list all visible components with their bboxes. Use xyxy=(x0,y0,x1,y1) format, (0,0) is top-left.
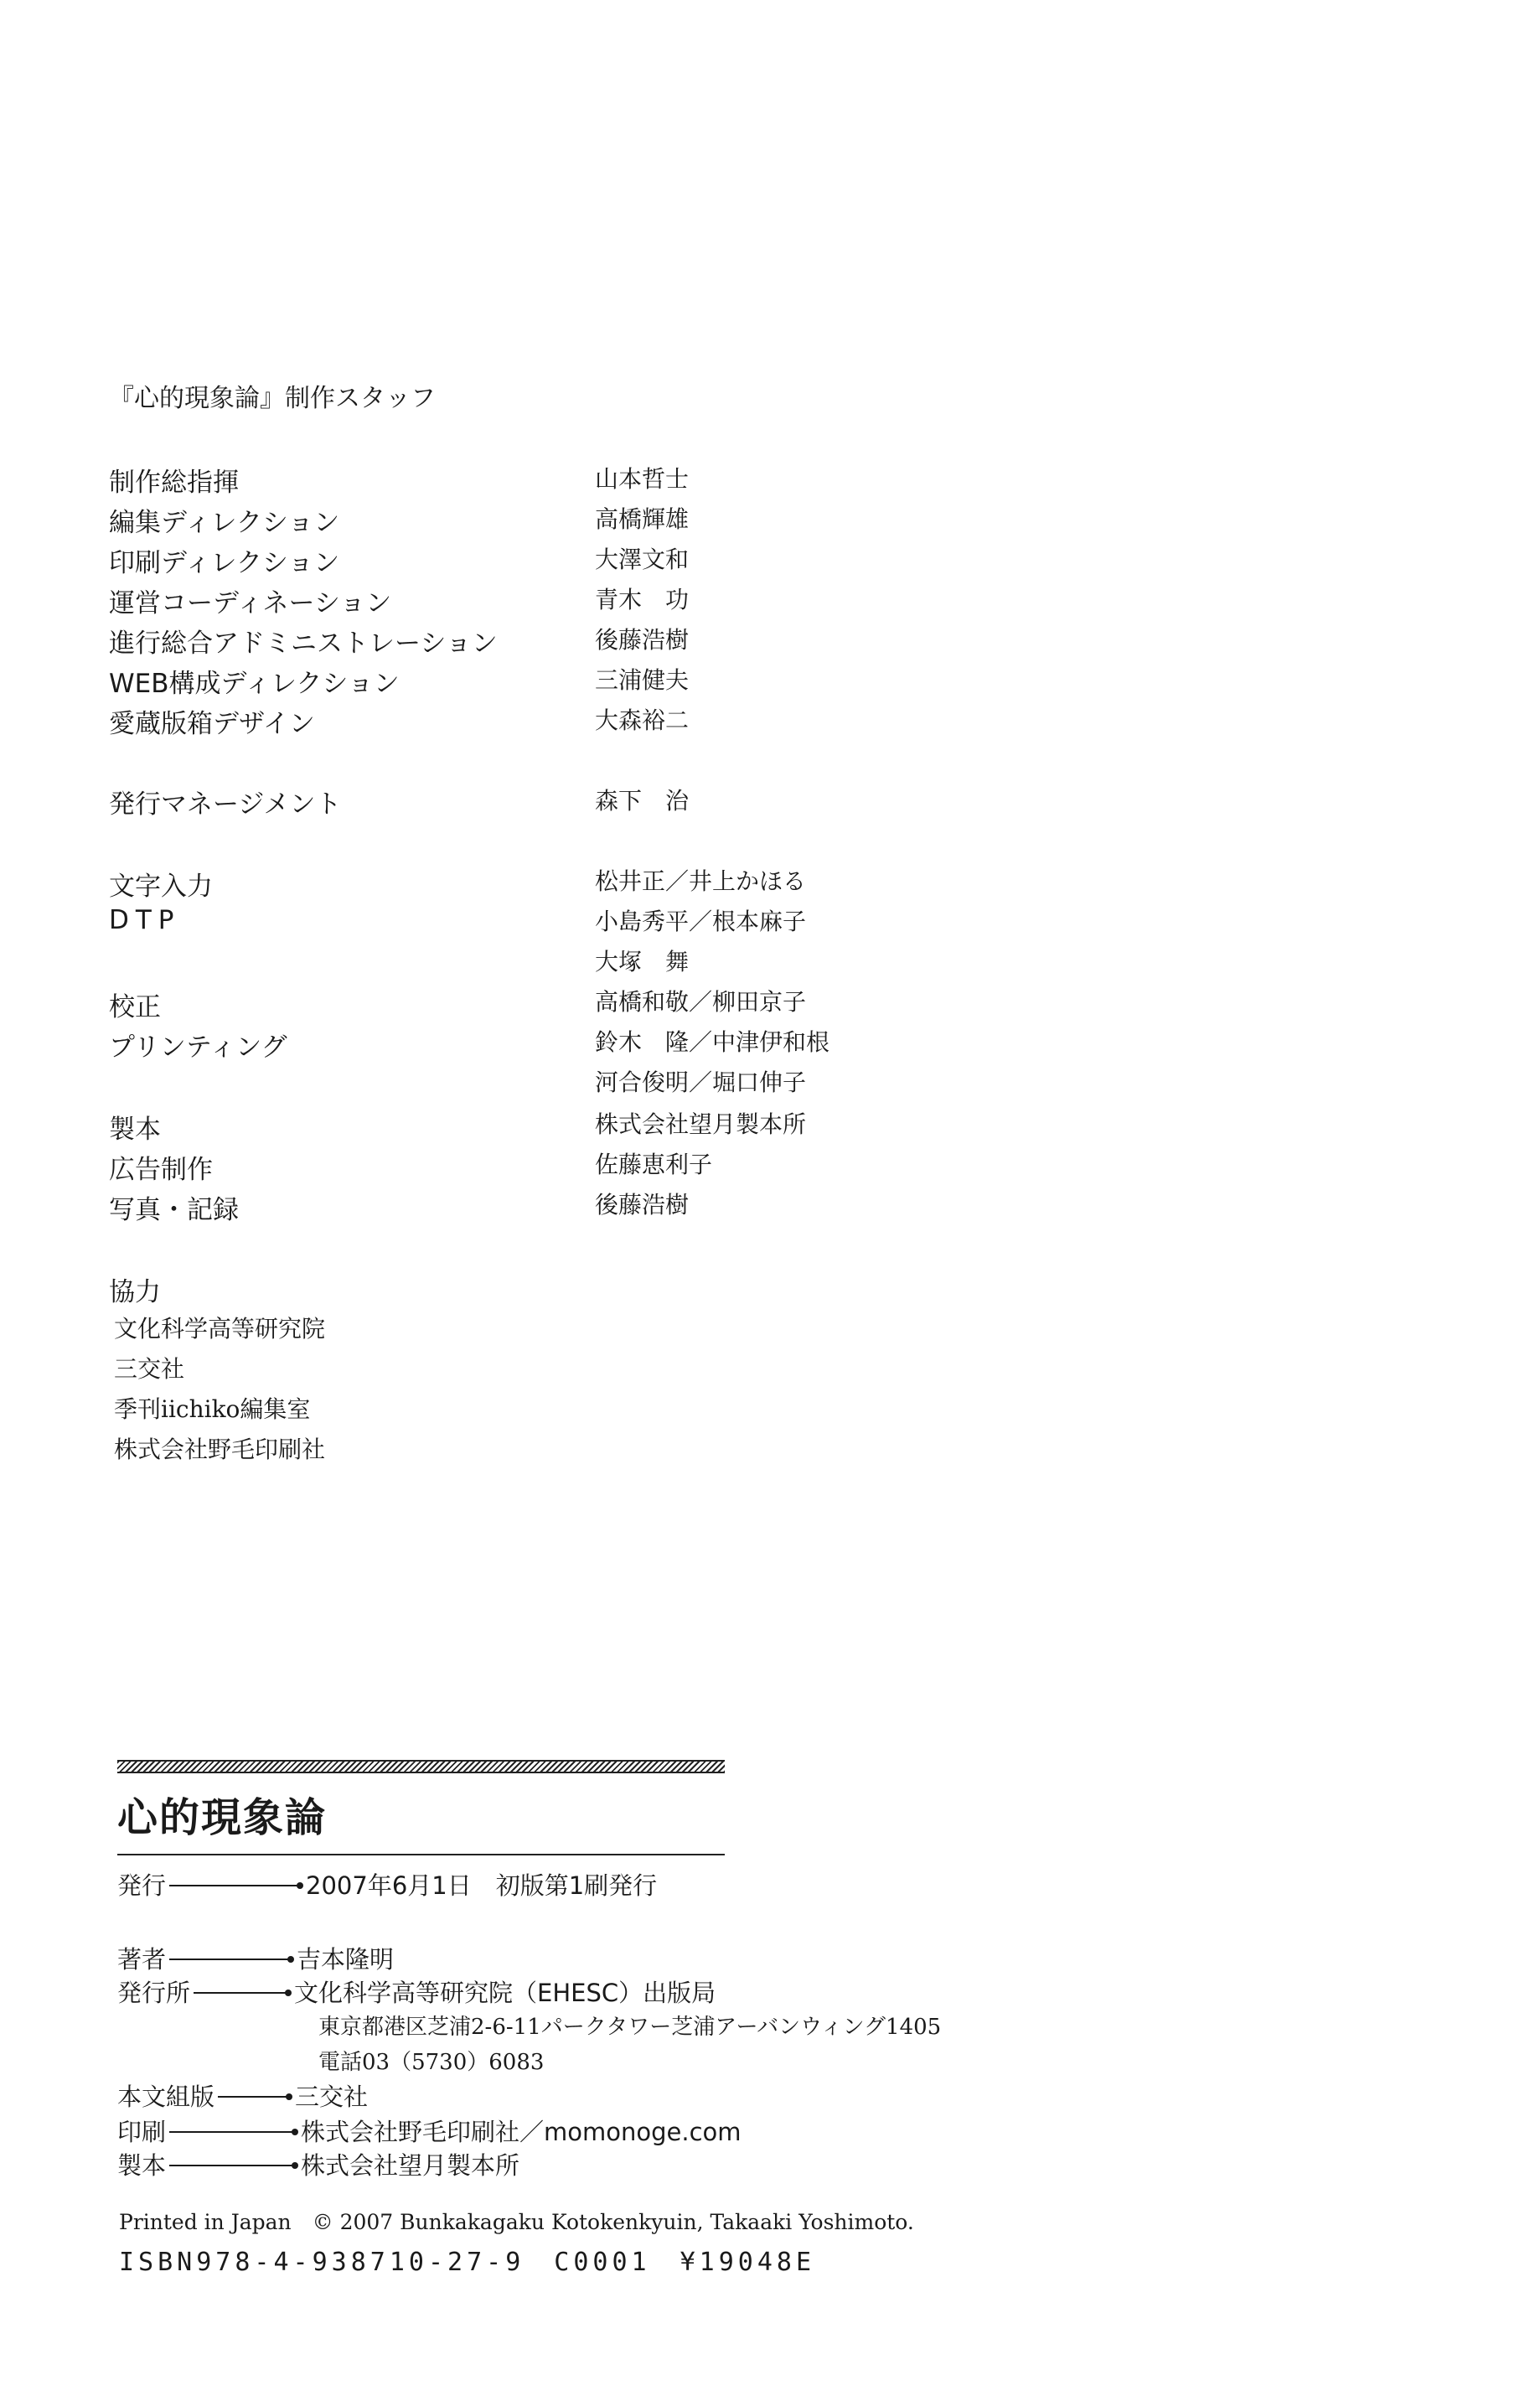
leader-dash xyxy=(194,1992,286,1994)
staff-name: 株式会社望月製本所 xyxy=(595,1110,807,1138)
printing-value: 株式会社野毛印刷社／momonoge.com xyxy=(301,2118,742,2146)
staff-heading: 『心的現象論』制作スタッフ xyxy=(109,384,436,413)
leader-dash xyxy=(169,1885,297,1886)
staff-name: 三浦健夫 xyxy=(595,666,690,694)
staff-role: 校正 xyxy=(109,992,161,1022)
binding-value: 株式会社望月製本所 xyxy=(301,2151,520,2180)
staff-role: 愛蔵版箱デザイン xyxy=(109,709,315,739)
cooperation-item: 株式会社野毛印刷社 xyxy=(114,1436,326,1463)
cooperation-item: 文化科学高等研究院 xyxy=(114,1315,326,1343)
author-row xyxy=(117,1941,394,1975)
book-title: 心的現象論 xyxy=(117,1794,328,1841)
staff-name: 森下 治 xyxy=(595,787,690,815)
leader-dash xyxy=(218,2096,287,2098)
staff-name: 小島秀平／根本麻子 xyxy=(595,908,807,935)
publication-label: 発行 xyxy=(117,1871,167,1900)
staff-name: 大塚 舞 xyxy=(595,948,690,975)
staff-name: 青木 功 xyxy=(595,586,690,613)
typesetting-label: 本文組版 xyxy=(117,2083,215,2111)
leader-dash xyxy=(169,2131,292,2133)
staff-name: 河合俊明／堀口伸子 xyxy=(595,1069,807,1096)
staff-name: 佐藤恵利子 xyxy=(595,1151,713,1178)
staff-name: 松井正／井上かほる xyxy=(595,867,807,895)
staff-role: 印刷ディレクション xyxy=(109,548,340,578)
leader-dash xyxy=(169,2165,292,2166)
publisher-value: 文化科学高等研究院（EHESC）出版局 xyxy=(294,1979,716,2007)
staff-role: DTP xyxy=(109,905,181,935)
publisher-row xyxy=(117,1974,716,2009)
typesetting-value: 三交社 xyxy=(295,2083,369,2111)
binding-label: 製本 xyxy=(117,2151,167,2180)
staff-role: 進行総合アドミニストレーション xyxy=(109,629,498,659)
staff-name: 後藤浩樹 xyxy=(595,1191,690,1219)
printed-in-copyright: Printed in Japan © 2007 Bunkakagaku Kotokenkyuin, Takaaki Yoshimoto. xyxy=(119,2210,914,2234)
leader-dash xyxy=(169,1959,288,1960)
hatched-rule xyxy=(117,1760,725,1773)
staff-role: 運営コーディネーション xyxy=(109,588,392,618)
staff-name: 高橋輝雄 xyxy=(595,505,690,533)
cooperation-title: 協力 xyxy=(109,1277,161,1307)
staff-role: 発行マネージメント xyxy=(109,789,342,820)
printing-label: 印刷 xyxy=(117,2118,167,2146)
staff-role: 文字入力 xyxy=(109,872,213,902)
title-underline xyxy=(117,1854,725,1855)
staff-name: 高橋和敬／柳田京子 xyxy=(595,988,807,1016)
cooperation-item: 季刊iichiko編集室 xyxy=(114,1395,311,1423)
staff-name: 大森裕二 xyxy=(595,706,690,734)
typesetting-row xyxy=(117,2078,368,2113)
staff-role: プリンティング xyxy=(109,1032,287,1063)
publication-row xyxy=(117,1867,657,1902)
staff-name: 山本哲士 xyxy=(595,465,690,493)
staff-role: 制作総指揮 xyxy=(109,468,239,498)
publisher-phone: 電話03（5730）6083 xyxy=(318,2050,545,2075)
staff-name: 後藤浩樹 xyxy=(595,626,690,654)
staff-role: WEB構成ディレクション xyxy=(109,669,400,699)
staff-role: 広告制作 xyxy=(109,1155,213,1185)
binding-row xyxy=(117,2147,519,2181)
publisher-address: 東京都港区芝浦2-6-11パークタワー芝浦アーバンウィング1405 xyxy=(318,2015,942,2040)
author-label: 著者 xyxy=(117,1945,167,1974)
publication-value: 2007年6月1日 初版第1刷発行 xyxy=(306,1871,658,1900)
isbn-line: ISBN978-4-938710-27-9 C0001 ¥19048E xyxy=(119,2248,816,2277)
staff-role: 写真・記録 xyxy=(109,1195,239,1225)
publisher-label: 発行所 xyxy=(117,1979,191,2007)
staff-role: 編集ディレクション xyxy=(109,508,340,538)
staff-role: 製本 xyxy=(109,1115,161,1145)
staff-name: 鈴木 隆／中津伊和根 xyxy=(595,1028,830,1056)
author-value: 吉本隆明 xyxy=(297,1945,395,1974)
staff-name: 大澤文和 xyxy=(595,546,690,573)
cooperation-item: 三交社 xyxy=(114,1355,185,1383)
printing-row xyxy=(117,2114,742,2148)
